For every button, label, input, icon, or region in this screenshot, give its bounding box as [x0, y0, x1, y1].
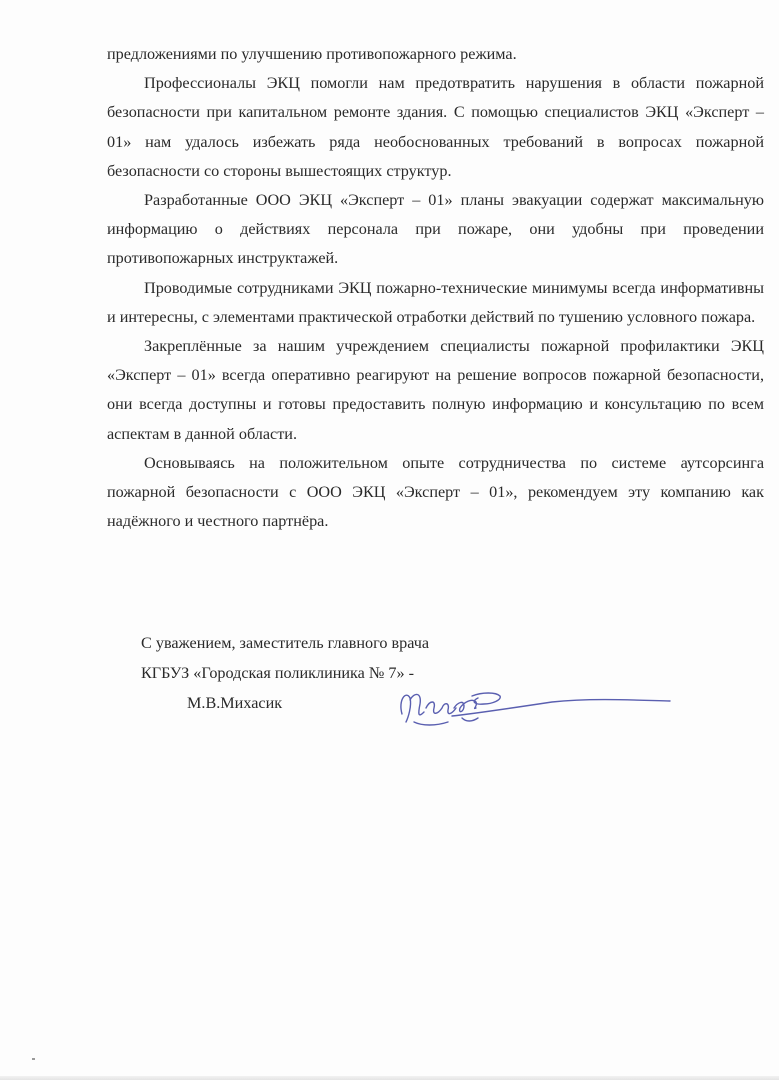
closing-block [141, 628, 429, 718]
closing-organization-line: КГБУЗ «Городская поликлиника № 7» - [141, 664, 415, 682]
letter-body [107, 40, 764, 536]
closing-regards-line: С уважением, заместитель главного врача [141, 634, 430, 652]
scan-bottom-edge [0, 1076, 779, 1080]
paragraph-consulting-help: Профессионалы ЭКЦ помогли нам предотвратить нарушения в области пожарной безопасности при капитальном ремонте здания. С помощью специалистов ЭКЦ «Эксперт – 01» нам удалось избежать ряда необоснованных требований в вопросах пожарной безопасности со стороны вышестоящих структур. [107, 74, 764, 180]
paragraph-fire-training: Проводимые сотрудниками ЭКЦ пожарно-технические минимумы всегда информативны и интересны, с элементами практической отработки действий по тушению условного пожара. [107, 278, 764, 326]
paragraph-assigned-specialists: Закреплённые за нашим учреждением специалисты пожарной профилактики ЭКЦ «Эксперт – 01» всегда оперативно реагируют на решение вопросов пожарной безопасности, они всегда доступны и готовы предоставить полную информацию и консультацию по всем аспектам в данной области. [107, 337, 764, 443]
handwritten-signature [392, 678, 677, 738]
signer-name: М.В.Михасик [187, 694, 283, 712]
scan-speck [32, 1058, 35, 1060]
paragraph-evacuation-plans: Разработанные ООО ЭКЦ «Эксперт – 01» планы эвакуации содержат максимальную информацию о действиях персонала при пожаре, они удобны при проведении противопожарных инструктажей. [107, 191, 764, 268]
paragraph-recommendation: Основываясь на положительном опыте сотрудничества по системе аутсорсинга пожарной безопасности с ООО ЭКЦ «Эксперт – 01», рекомендуем эту компанию как надёжного и честного партнёра. [107, 453, 764, 531]
paragraph-continuation: предложениями по улучшению противопожарного режима. [107, 45, 517, 63]
